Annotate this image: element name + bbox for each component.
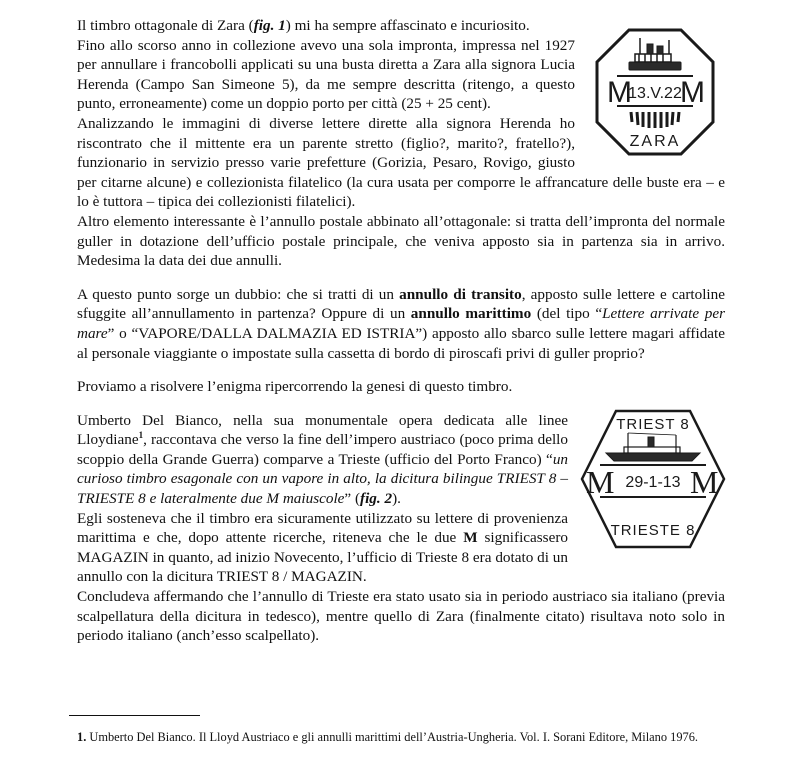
p8-part-1: Egli sosteneva che il timbro era sicuramente utilizzato su lettere di provenienza marittima e che, dopo attente ricerche, riteneva che le due [77, 509, 568, 547]
paragraph-5 [77, 285, 725, 363]
p5-part-1: A questo punto sorge un dubbio: che si tratti di un [77, 285, 400, 303]
stamp-place-name: ZARA [629, 133, 681, 150]
annullo-di-transito-bold: annullo di transito [399, 285, 522, 303]
del-bianco-quote-italic: un curioso timbro esagonale con un vapore in alto, la dicitura bilingue TRIEST 8 – TRIESTE 8 e lateralmente due M maiuscole [77, 450, 568, 508]
lettere-arrivate-italic: Lettere arrivate per mare [77, 305, 725, 342]
p7-part-2: , raccontava che verso la fine dell’impero austriaco (poco prima dello scoppio della Grande Guerra) comparve a Trieste (ufficio del Porto Franco) “ [77, 431, 568, 468]
paragraph-3: Analizzando le immagini di diverse lettere dirette alla signora Herenda ho riscontrato che il mittente era un parente stretto (figlio?, marito?, fratello?), funzionario in servizio presso varie prefetture (Gorizia, Pesaro, Rovigo, giusto per citarne alcune) e collezionista filatelico (la cura usata per comporre le affrancature delle buste era – e lo è tuttora – tipica dei collezionisti filatelici). [77, 114, 725, 211]
p8-part-2: significassero MAGAZIN in quanto, ad inizio Novecento, l’ufficio di Trieste 8 era dotato di un annullo con la dicitura TRIEST 8 / MAGAZIN. [77, 529, 568, 586]
zara-octagonal-stamp-image [585, 18, 725, 168]
p1-text-before: Il timbro ottagonale di Zara ( [77, 17, 254, 34]
article-body [77, 16, 725, 646]
p7-part-3: ” ( [344, 490, 361, 508]
footnote-mark[interactable]: 1 [138, 430, 144, 441]
stamp-side-letter-right: M [690, 463, 719, 500]
p5-part-2: , apposto sulle lettere e cartoline sfuggite all’annullamento in partenza? Oppure di un [77, 285, 725, 323]
stamp-side-letter-left: M [586, 463, 615, 500]
paragraph-9: Concludeva affermando che l’annullo di Trieste era stato usato sia in periodo austriaco sia italiano (previa scalpellatura della dicitura in tedesco), mentre quello di Zara (finalmente citato) risultava noto solo in periodo italiano (anch’esso scalpellato). [77, 588, 725, 645]
fig-2-reference: fig. 2 [360, 490, 393, 508]
stamp-date: 29-1-13 [625, 473, 681, 491]
stamp-side-letter-right: M [680, 76, 705, 109]
figure-1-zara-stamp [585, 18, 725, 168]
footnote-divider [69, 715, 200, 716]
hatched-ornament-icon [631, 112, 679, 128]
footnote-text: Umberto Del Bianco. Il Lloyd Austriaco e gli annulli marittimi dell’Austria-Ungheria. Vol. I. Sorani Editore, Milano 1976. [86, 730, 699, 744]
footnote-number: 1. [77, 730, 87, 744]
paragraph-6: Proviamo a risolvere l’enigma ripercorrendo la genesi di questo timbro. [77, 378, 513, 396]
bold-m-letter: M [463, 529, 478, 547]
footnote [77, 730, 725, 745]
stamp-bottom-text: TRIESTE 8 [610, 521, 696, 539]
steamship-icon [606, 433, 700, 461]
figure-2-trieste-stamp [578, 403, 728, 555]
paragraph-4: Altro elemento interessante è l’annullo postale abbinato all’ottagonale: si tratta dell’impronta del normale guller in dotazione dell’ufficio postale principale, che veniva apposto sia in partenza sia in arrivo. Medesima la data dei due annulli. [77, 212, 725, 270]
stamp-top-text: TRIEST 8 [616, 415, 690, 433]
stamp-date: 13.V.22 [628, 85, 682, 102]
stamp-side-letter-left: M [607, 76, 632, 109]
fig-1-reference: fig. 1 [253, 17, 286, 34]
p7-part-4: ). [392, 490, 401, 508]
p7-part-1: Umberto Del Bianco, nella sua monumentale opera dedicata alle linee Lloydiane [77, 411, 568, 449]
paragraph-2: Fino allo scorso anno in collezione avevo una sola impronta, impressa nel 1927 per annullare i francobolli applicati su una busta diretta a Zara alla signora Lucia Herenda (Campo San Simeone 5), da me sempre descritta (ritengo, a questo punto, erroneamente) come un doppio porto per città (25 + 25 cent). [77, 36, 575, 113]
p5-part-4: ” o “VAPORE/DALLA DALMAZIA ED ISTRIA”) apposto allo sbarco sulle lettere magari affidate al personale viaggiante o impostate sulla cassetta di bordo di piroscafi privi di guller proprio? [77, 324, 725, 362]
p5-part-3: (del tipo “ [531, 305, 603, 323]
steamship-icon [629, 38, 681, 70]
annullo-marittimo-bold: annullo marittimo [410, 305, 532, 323]
trieste-hexagonal-stamp-image [578, 403, 728, 555]
p1-text-after: ) mi ha sempre affascinato e incuriosito. [285, 17, 530, 34]
